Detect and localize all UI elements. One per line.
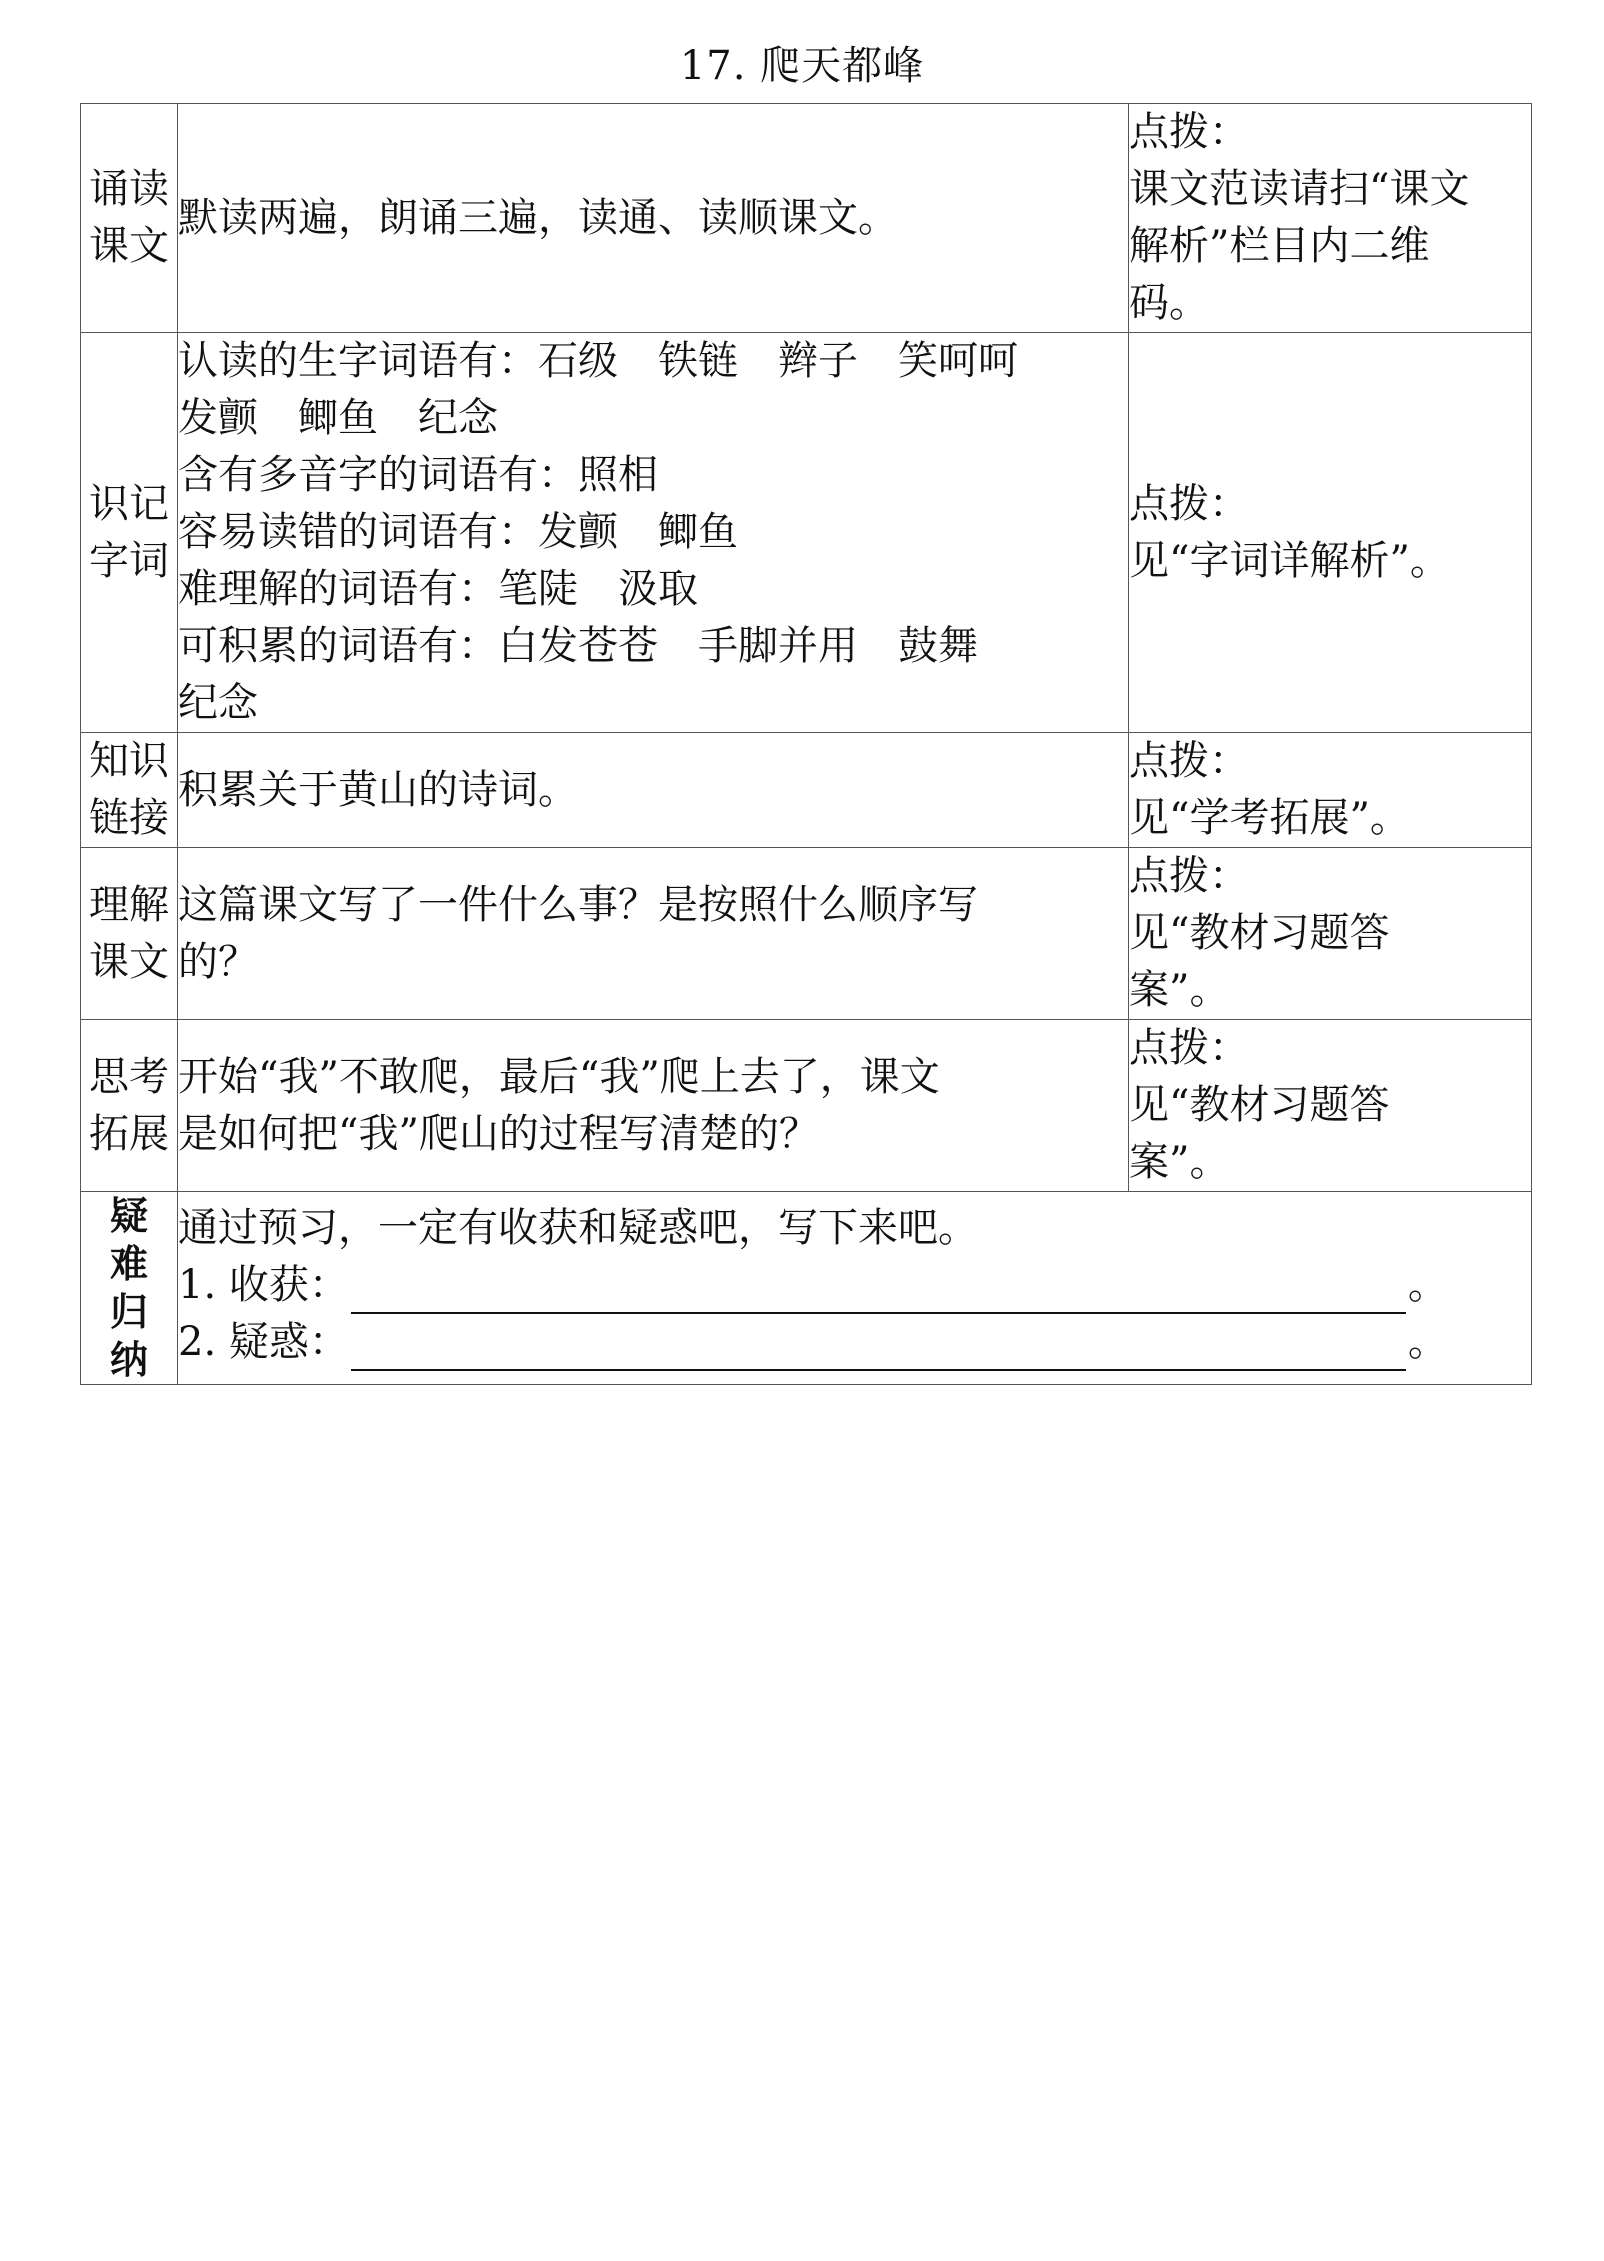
table-row-knowledge-link <box>81 733 1532 848</box>
row-tip <box>1129 1020 1532 1192</box>
tip-line: 见“学考拓展”。 <box>1129 795 1410 841</box>
row-label-line: 知识 <box>89 738 169 784</box>
content-line: 容易读错的词语有：发颤 鲫鱼 <box>178 509 738 555</box>
row-content <box>178 333 1129 733</box>
row-content <box>178 104 1129 333</box>
row-content <box>178 733 1129 848</box>
study-guide-table <box>80 103 1532 1385</box>
tip-line: 点拨： <box>1129 480 1249 527</box>
row-label-line: 难 <box>109 1242 148 1286</box>
content-line: 默读两遍，朗诵三遍，读通、读顺课文。 <box>178 194 898 241</box>
content-line: 是如何把“我”爬山的过程写清楚的？ <box>178 1110 819 1157</box>
content-line: 开始“我”不敢爬，最后“我”爬上去了，课文 <box>178 1053 940 1100</box>
gain-label: 1. 收获： <box>178 1262 349 1308</box>
row-label <box>81 733 178 848</box>
row-label-line: 疑 <box>109 1194 148 1238</box>
doubt-label: 2. 疑惑： <box>178 1319 349 1365</box>
tip-line: 点拨： <box>1129 1025 1249 1071</box>
row-label-line: 拓展 <box>89 1110 169 1157</box>
end-mark: 。 <box>1407 1319 1448 1365</box>
tip-line: 码。 <box>1129 280 1209 326</box>
content-line: 的？ <box>178 938 258 985</box>
row-label-line: 归 <box>109 1290 148 1334</box>
tip-line: 见“字词详解析”。 <box>1129 537 1450 584</box>
row-label-line: 课文 <box>89 223 169 269</box>
table-row-vocabulary <box>81 333 1532 733</box>
tip-line: 案”。 <box>1129 1139 1230 1185</box>
row-label-line: 纳 <box>109 1338 148 1382</box>
row-label-line: 思考 <box>89 1053 169 1100</box>
row-label-line: 课文 <box>89 938 169 985</box>
row-label <box>81 848 178 1020</box>
row-tip <box>1129 104 1532 333</box>
row-label-line: 字词 <box>89 537 169 584</box>
row-label-line: 链接 <box>89 795 169 841</box>
row-content <box>178 1020 1129 1192</box>
tip-line: 解析”栏目内二维 <box>1129 223 1430 269</box>
content-line: 积累关于黄山的诗词。 <box>178 766 578 813</box>
content-line: 这篇课文写了一件什么事？是按照什么顺序写 <box>178 881 978 928</box>
row-label <box>81 104 178 333</box>
table-row-summary <box>81 1192 1532 1385</box>
row-tip <box>1129 733 1532 848</box>
row-label-line: 理解 <box>89 881 169 928</box>
gain-answer-line[interactable] <box>351 1266 1406 1314</box>
content-line: 认读的生字词语有：石级 铁链 辫子 笑呵呵 <box>178 338 1018 384</box>
row-content <box>178 848 1129 1020</box>
tip-line: 课文范读请扫“课文 <box>1129 166 1470 212</box>
tip-line: 见“教材习题答 <box>1129 1082 1390 1128</box>
row-tip <box>1129 848 1532 1020</box>
row-label <box>81 1020 178 1192</box>
tip-line: 点拨： <box>1129 109 1249 155</box>
page-title: 17. 爬天都峰 <box>679 43 925 89</box>
doubt-row <box>178 1314 1531 1371</box>
tip-line: 点拨： <box>1129 853 1249 899</box>
tip-line: 见“教材习题答 <box>1129 910 1390 956</box>
content-line: 可积累的词语有：白发苍苍 手脚并用 鼓舞 <box>178 623 978 669</box>
row-label <box>81 333 178 733</box>
content-line: 含有多音字的词语有：照相 <box>178 452 658 498</box>
row-tip <box>1129 333 1532 733</box>
gain-row <box>178 1257 1531 1314</box>
row-label <box>81 1192 178 1385</box>
table-row-extend <box>81 1020 1532 1192</box>
tip-line: 点拨： <box>1129 738 1249 784</box>
summary-content <box>178 1192 1532 1385</box>
content-line: 发颤 鲫鱼 纪念 <box>178 395 498 441</box>
table-row-recite <box>81 104 1532 333</box>
row-label-line: 诵读 <box>89 166 169 212</box>
row-label-line: 识记 <box>89 480 169 527</box>
end-mark: 。 <box>1407 1262 1448 1308</box>
content-line: 难理解的词语有：笔陡 汲取 <box>178 566 698 612</box>
content-line: 纪念 <box>178 680 258 726</box>
tip-line: 案”。 <box>1129 967 1230 1013</box>
summary-intro: 通过预习，一定有收获和疑惑吧，写下来吧。 <box>178 1205 978 1251</box>
doubt-answer-line[interactable] <box>351 1323 1406 1371</box>
table-row-understand <box>81 848 1532 1020</box>
